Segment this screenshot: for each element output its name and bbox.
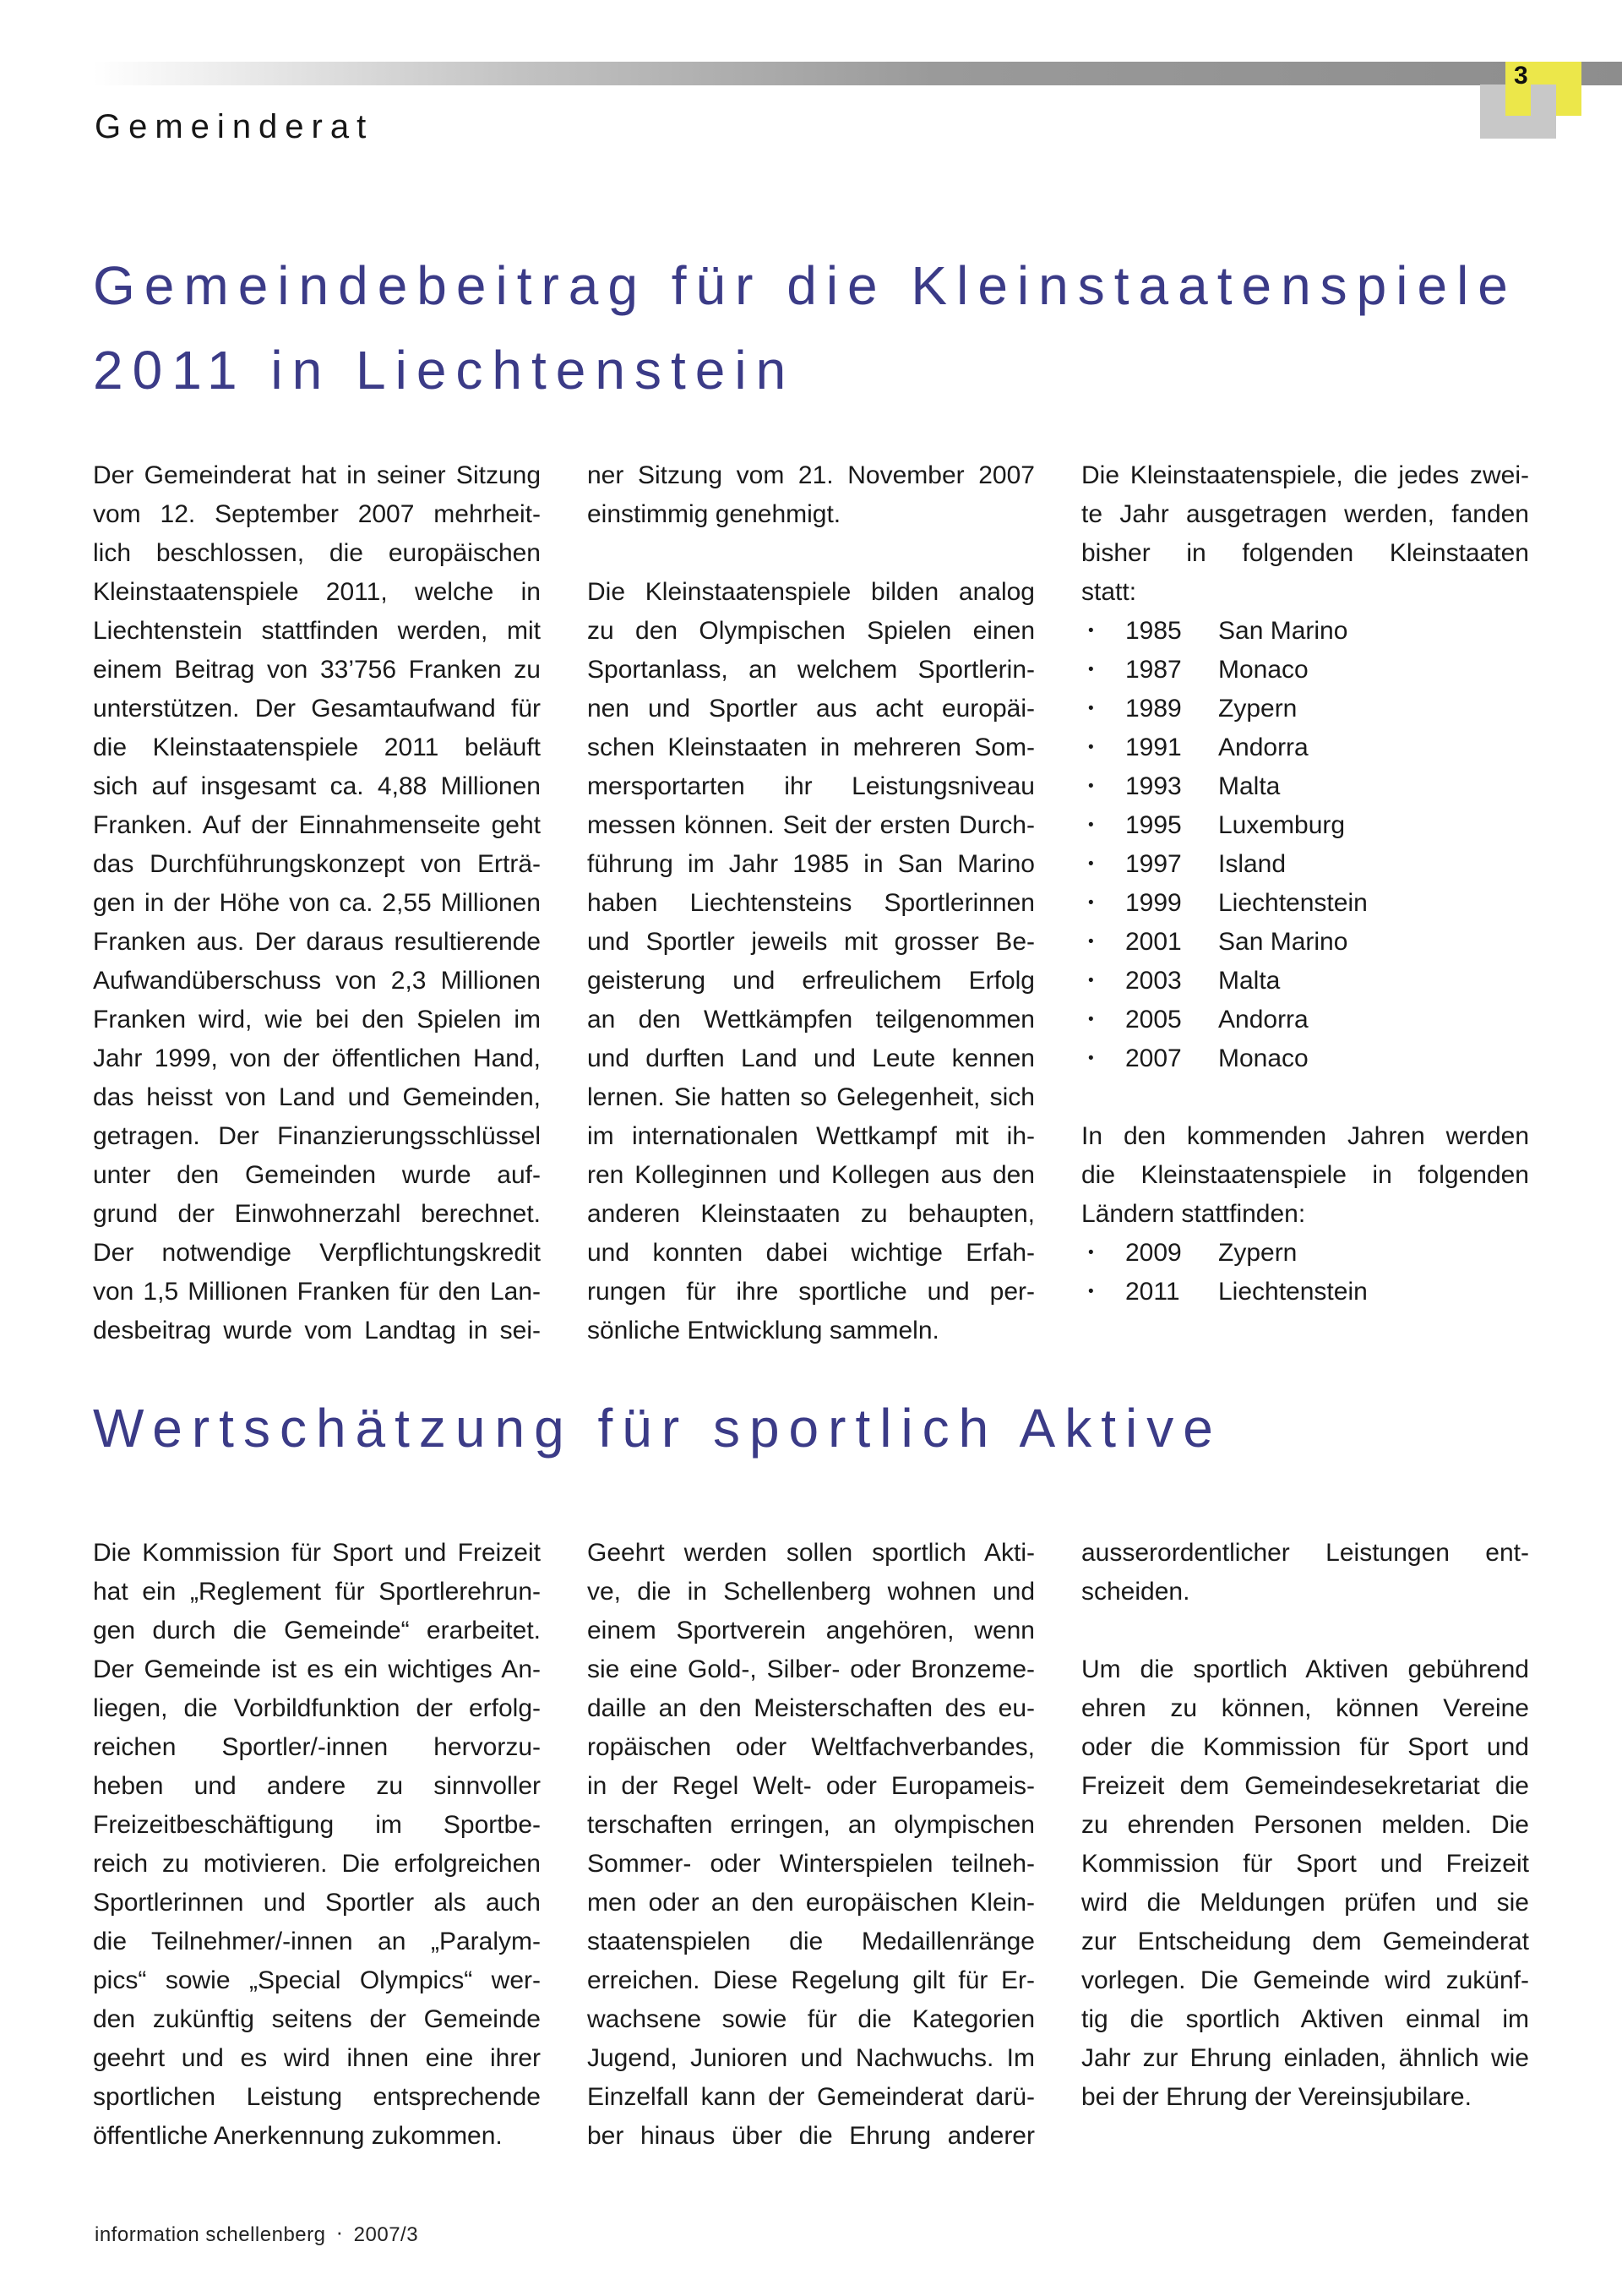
- bullet-icon: •: [1088, 739, 1094, 756]
- text-line: Die Kommission für Sport und Freizeit: [93, 1539, 541, 1567]
- text-line: Aufwandüberschuss von 2,3 Millionen: [93, 967, 541, 995]
- list-item: [1081, 962, 1529, 1001]
- list-item-country: Malta: [1218, 967, 1281, 995]
- list-item-year: 1995: [1125, 811, 1182, 839]
- text-line: In den kommenden Jahren werden: [1081, 1122, 1529, 1150]
- bullet-icon: •: [1088, 1283, 1094, 1301]
- text-line: Der Gemeinde ist es ein wichtiges An-: [93, 1655, 541, 1683]
- text-line: liegen, die Vorbildfunktion der erfolg-: [93, 1694, 541, 1722]
- list-item-year: 1999: [1125, 889, 1182, 917]
- list-item-year: 1997: [1125, 850, 1182, 878]
- bullet-icon: •: [1088, 700, 1094, 717]
- list-item-year: 1987: [1125, 656, 1182, 684]
- section-kicker: Gemeinderat: [95, 108, 374, 145]
- text-line: Sportlerinnen und Sportler als auch: [93, 1889, 541, 1917]
- text-line: einem Sportverein angehören, wenn: [587, 1617, 1035, 1644]
- text-line: Der notwendige Verpflichtungskredit: [93, 1239, 541, 1267]
- footer-publication: information schellenberg: [95, 2223, 326, 2246]
- text-line: lich beschlossen, die europäischen: [93, 539, 541, 567]
- page-footer: [95, 2221, 418, 2247]
- text-line: ve, die in Schellenberg wohnen und: [587, 1578, 1035, 1606]
- text-line: sönliche Entwicklung sammeln.: [587, 1317, 939, 1344]
- footer-issue: 2007/3: [353, 2223, 419, 2246]
- article2-columns: [93, 1534, 1529, 2156]
- text-line: Liechtenstein stattfinden werden, mit: [93, 617, 541, 645]
- list-item-country: Island: [1218, 850, 1287, 878]
- text-line: unter den Gemeinden wurde auf-: [93, 1161, 541, 1189]
- text-line: und durften Land und Leute kennen: [587, 1044, 1035, 1072]
- text-line: wachsene sowie für die Kategorien: [587, 2005, 1035, 2033]
- article-title-line: 2011 in Liechtenstein: [93, 340, 796, 401]
- list-item-year: 2007: [1125, 1044, 1182, 1072]
- text-line: ner Sitzung vom 21. November 2007: [587, 461, 1035, 489]
- text-line: zu ehrenden Personen melden. Die: [1081, 1811, 1529, 1839]
- list-item-year: 1985: [1125, 617, 1182, 645]
- text-line: von 1,5 Millionen Franken für den Lan-: [93, 1278, 541, 1306]
- text-line: pics“ sowie „Special Olympics“ wer-: [93, 1966, 541, 1994]
- text-line: grund der Einwohnerzahl berechnet.: [93, 1200, 541, 1228]
- text-line: reichen Sportler/-innen hervorzu-: [93, 1733, 541, 1761]
- text-line: bisher in folgenden Kleinstaaten: [1081, 539, 1529, 567]
- text-line: staatenspielen die Medaillenränge: [587, 1928, 1035, 1955]
- article-title-line: Wertschätzung für sportlich Aktive: [93, 1398, 1222, 1459]
- list-item-year: 2001: [1125, 928, 1182, 956]
- text-line: erreichen. Diese Regelung gilt für Er-: [587, 1966, 1035, 1994]
- list-item-year: 2003: [1125, 967, 1182, 995]
- list-item: [1081, 1039, 1529, 1078]
- text-line: geehrt und es wird ihnen eine ihrer: [93, 2044, 541, 2072]
- list-item-country: Monaco: [1218, 1044, 1309, 1072]
- text-line: anderen Kleinstaaten zu behaupten,: [587, 1200, 1035, 1228]
- blank-line: [1081, 1612, 1529, 1650]
- text-line: hat ein „Reglement für Sportlerehrun-: [93, 1578, 541, 1606]
- text-line: ropäischen oder Weltfachverbandes,: [587, 1733, 1035, 1761]
- text-line: und konnten dabei wichtige Erfah-: [587, 1239, 1035, 1267]
- text-line: vom 12. September 2007 mehrheit-: [93, 500, 541, 528]
- article2-title: [93, 1386, 1222, 1470]
- text-line: mersportarten ihr Leistungsniveau: [587, 772, 1035, 800]
- list-item-year: 2009: [1125, 1239, 1182, 1267]
- bullet-icon: •: [1088, 933, 1094, 951]
- bullet-icon: •: [1088, 855, 1094, 873]
- text-line: daille an den Meisterschaften des eu-: [587, 1694, 1035, 1722]
- text-line: getragen. Der Finanzierungsschlüssel: [93, 1122, 541, 1150]
- text-column: [1081, 1534, 1529, 2156]
- list-item-country: Malta: [1218, 772, 1281, 800]
- list-item: [1081, 1001, 1529, 1039]
- list-item: [1081, 690, 1529, 728]
- bullet-icon: •: [1088, 661, 1094, 679]
- text-line: den zukünftig seitens der Gemeinde: [93, 2005, 541, 2033]
- list-item-year: 2005: [1125, 1006, 1182, 1033]
- text-line: Kommission für Sport und Freizeit: [1081, 1850, 1529, 1878]
- text-column: [587, 1534, 1035, 2156]
- text-line: Sportanlass, an welchem Sportlerin-: [587, 656, 1035, 684]
- text-line: rungen für ihre sportliche und per-: [587, 1278, 1035, 1306]
- text-line: Franken wird, wie bei den Spielen im: [93, 1006, 541, 1033]
- text-line: schen Kleinstaaten in mehreren Som-: [587, 734, 1035, 761]
- bullet-icon: •: [1088, 972, 1094, 990]
- text-line: die Kleinstaatenspiele in folgenden: [1081, 1161, 1529, 1189]
- list-item-country: Zypern: [1218, 695, 1298, 723]
- text-line: messen können. Seit der ersten Durch-: [587, 811, 1035, 839]
- list-item-year: 2011: [1125, 1278, 1180, 1306]
- bullet-icon: •: [1088, 1011, 1094, 1028]
- text-line: bei der Ehrung der Vereinsjubilare.: [1081, 2083, 1472, 2111]
- text-line: statt:: [1081, 578, 1137, 606]
- text-line: Der Gemeinderat hat in seiner Sitzung: [93, 461, 541, 489]
- text-line: an den Wettkämpfen teilgenommen: [587, 1006, 1035, 1033]
- text-line: das Durchführungskonzept von Erträ-: [93, 850, 541, 878]
- text-line: Ländern stattfinden:: [1081, 1200, 1306, 1228]
- text-line: sie eine Gold-, Silber- oder Bronzeme-: [587, 1655, 1035, 1683]
- text-line: im internationalen Wettkampf mit ih-: [587, 1122, 1035, 1150]
- footer-separator-dot: ·: [335, 2219, 344, 2244]
- text-line: reich zu motivieren. Die erfolgreichen: [93, 1850, 541, 1878]
- bullet-icon: •: [1088, 1050, 1094, 1067]
- text-line: einstimmig genehmigt.: [587, 500, 841, 528]
- text-line: Geehrt werden sollen sportlich Akti-: [587, 1539, 1035, 1567]
- list-item-country: Luxemburg: [1218, 811, 1346, 839]
- bullet-icon: •: [1088, 816, 1094, 834]
- text-line: haben Liechtensteins Sportlerinnen: [587, 889, 1035, 917]
- blank-line: [1081, 1078, 1529, 1117]
- text-line: die Teilnehmer/-innen an „Paralym-: [93, 1928, 541, 1955]
- list-item-country: Monaco: [1218, 656, 1309, 684]
- list-item-country: San Marino: [1218, 928, 1348, 956]
- text-line: oder die Kommission für Sport und: [1081, 1733, 1529, 1761]
- text-column: [1081, 456, 1529, 1350]
- text-line: ber hinaus über die Ehrung anderer: [587, 2122, 1035, 2150]
- text-line: Einzelfall kann der Gemeinderat darü-: [587, 2083, 1035, 2111]
- text-line: einem Beitrag von 33’756 Franken zu: [93, 656, 541, 684]
- text-line: unterstützen. Der Gesamtaufwand für: [93, 695, 541, 723]
- list-item: [1081, 1234, 1529, 1273]
- text-line: Jahr 1999, von der öffentlichen Hand,: [93, 1044, 541, 1072]
- bullet-icon: •: [1088, 894, 1094, 912]
- text-line: ausserordentlicher Leistungen ent-: [1081, 1539, 1529, 1567]
- text-line: lernen. Sie hatten so Gelegenheit, sich: [587, 1083, 1035, 1111]
- text-line: zu den Olympischen Spielen einen: [587, 617, 1035, 645]
- list-item: [1081, 612, 1529, 651]
- text-line: zur Entscheidung dem Gemeinderat: [1081, 1928, 1529, 1955]
- text-line: gen in der Höhe von ca. 2,55 Millionen: [93, 889, 541, 917]
- corner-notch: [1531, 85, 1556, 116]
- text-line: Franken. Auf der Einnahmenseite geht: [93, 811, 541, 839]
- article1-title: [93, 243, 1517, 412]
- text-line: öffentliche Anerkennung zukommen.: [93, 2122, 503, 2150]
- text-line: führung im Jahr 1985 in San Marino: [587, 850, 1035, 878]
- text-line: das heisst von Land und Gemeinden,: [93, 1083, 541, 1111]
- text-line: vorlegen. Die Gemeinde wird zukünf-: [1081, 1966, 1529, 1994]
- article1-columns: [93, 456, 1529, 1350]
- text-line: ren Kolleginnen und Kollegen aus den: [587, 1161, 1035, 1189]
- text-line: tig die sportlich Aktiven einmal im: [1081, 2005, 1529, 2033]
- text-line: sich auf insgesamt ca. 4,88 Millionen: [93, 772, 541, 800]
- blank-line: [587, 534, 1035, 573]
- list-item: [1081, 806, 1529, 845]
- list-item-country: Andorra: [1218, 1006, 1309, 1033]
- text-line: desbeitrag wurde vom Landtag in sei-: [93, 1317, 541, 1344]
- text-line: Franken aus. Der daraus resultierende: [93, 928, 541, 956]
- text-line: terschaften erringen, an olympischen: [587, 1811, 1035, 1839]
- text-line: nen und Sportler aus acht europäi-: [587, 695, 1035, 723]
- text-line: heben und andere zu sinnvoller: [93, 1772, 541, 1800]
- list-item-year: 1993: [1125, 772, 1182, 800]
- text-line: gen durch die Gemeinde“ erarbeitet.: [93, 1617, 541, 1644]
- text-line: Die Kleinstaatenspiele, die jedes zwei-: [1081, 461, 1529, 489]
- text-line: Um die sportlich Aktiven gebührend: [1081, 1655, 1529, 1683]
- article-title-line: Gemeindebeitrag für die Kleinstaatenspiele: [93, 255, 1517, 316]
- header-gradient-bar: [93, 62, 1622, 85]
- list-item: [1081, 923, 1529, 962]
- text-line: und Sportler jeweils mit grosser Be-: [587, 928, 1035, 956]
- text-column: [93, 1534, 541, 2156]
- text-line: sportlichen Leistung entsprechende: [93, 2083, 541, 2111]
- bullet-icon: •: [1088, 777, 1094, 795]
- list-item-country: Zypern: [1218, 1239, 1298, 1267]
- text-line: Die Kleinstaatenspiele bilden analog: [587, 578, 1035, 606]
- list-item: [1081, 845, 1529, 884]
- page-number: 3: [1514, 62, 1528, 90]
- text-line: die Kleinstaatenspiele 2011 beläuft: [93, 734, 541, 761]
- text-line: Jahr zur Ehrung einladen, ähnlich wie: [1081, 2044, 1529, 2072]
- text-column: [587, 456, 1035, 1350]
- list-item: [1081, 651, 1529, 690]
- text-line: wird die Meldungen prüfen und sie: [1081, 1889, 1529, 1917]
- text-line: Freizeit dem Gemeindesekretariat die: [1081, 1772, 1529, 1800]
- list-item-country: Andorra: [1218, 734, 1309, 761]
- text-line: te Jahr ausgetragen werden, fanden: [1081, 500, 1529, 528]
- text-line: Freizeitbeschäftigung im Sportbe-: [93, 1811, 541, 1839]
- text-line: ehren zu können, können Vereine: [1081, 1694, 1529, 1722]
- text-line: Kleinstaatenspiele 2011, welche in: [93, 578, 541, 606]
- list-item-country: Liechtenstein: [1218, 889, 1368, 917]
- text-column: [93, 456, 541, 1350]
- text-line: geisterung und erfreulichem Erfolg: [587, 967, 1035, 995]
- text-line: Sommer- oder Winterspielen teilneh-: [587, 1850, 1035, 1878]
- list-item-country: San Marino: [1218, 617, 1348, 645]
- text-line: men oder an den europäischen Klein-: [587, 1889, 1035, 1917]
- text-line: scheiden.: [1081, 1578, 1190, 1606]
- list-item: [1081, 1273, 1529, 1312]
- list-item-year: 1989: [1125, 695, 1182, 723]
- list-item-year: 1991: [1125, 734, 1182, 761]
- text-line: Jugend, Junioren und Nachwuchs. Im: [587, 2044, 1035, 2072]
- bullet-icon: •: [1088, 622, 1094, 640]
- list-item: [1081, 884, 1529, 923]
- bullet-icon: •: [1088, 1244, 1094, 1262]
- list-item-country: Liechtenstein: [1218, 1278, 1368, 1306]
- list-item: [1081, 728, 1529, 767]
- text-line: in der Regel Welt- oder Europameis-: [587, 1772, 1035, 1800]
- list-item: [1081, 767, 1529, 806]
